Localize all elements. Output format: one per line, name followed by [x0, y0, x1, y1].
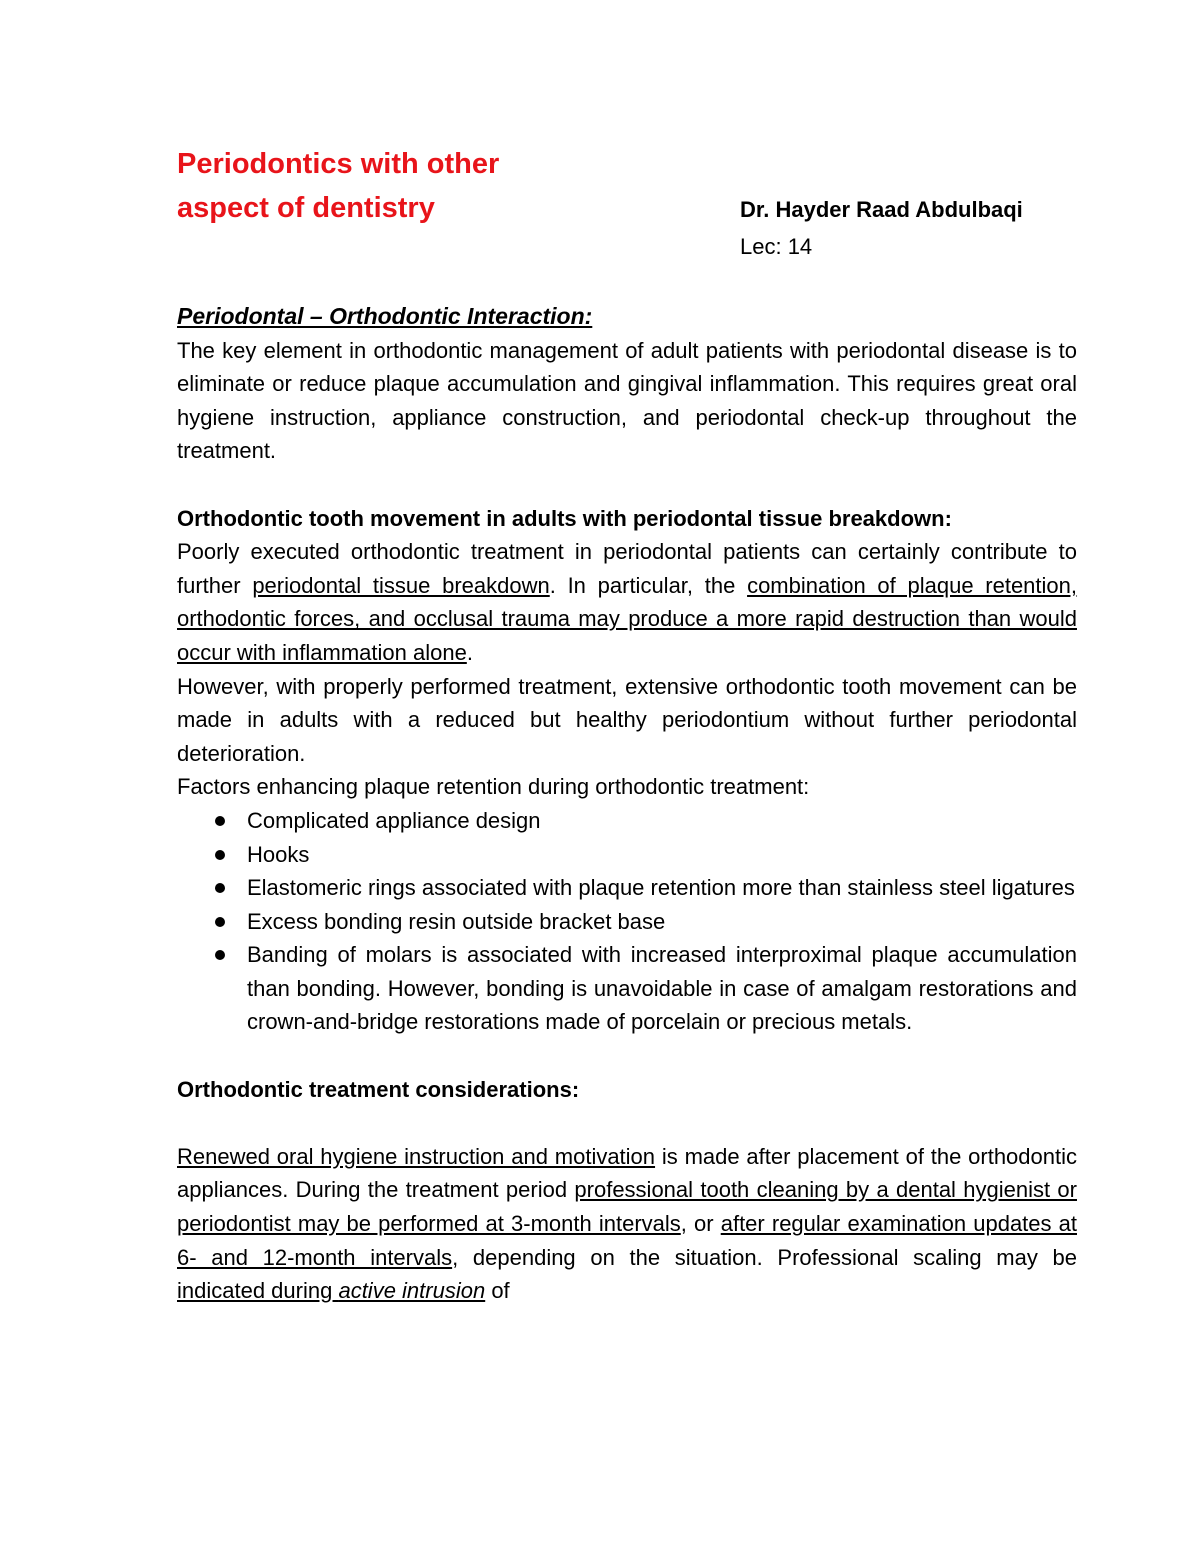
section-heading-tooth-movement: Orthodontic tooth movement in adults with periodontal tissue breakdown: [177, 505, 952, 531]
document-title-line-1: Periodontics with other [177, 148, 500, 180]
text-run: of [485, 1278, 510, 1304]
paragraph-poorly-executed [177, 535, 1077, 669]
list-item-text: Complicated appliance design [247, 807, 541, 833]
text-run: Poorly executed orthodontic treatment in periodontal patients can certainly contribute to further [177, 539, 1077, 598]
document-body [177, 300, 1077, 1308]
factors-intro: Factors enhancing plaque retention during orthodontic treatment: [177, 774, 810, 800]
text-run: indicated during [177, 1278, 339, 1304]
italic-text: active intrusion [338, 1278, 486, 1304]
author-name: Dr. Hayder Raad Abdulbaqi [740, 197, 1023, 222]
list-item-text: Elastomeric rings associated with plaque retention more than stainless steel ligatures [247, 875, 1075, 901]
list-item [177, 871, 1077, 905]
bullet-icon [215, 917, 225, 927]
bullet-icon [215, 950, 225, 960]
section-heading-treatment-considerations: Orthodontic treatment considerations: [177, 1076, 580, 1102]
text-run: is made after placement of the orthodontic appliances. During the treatment period [177, 1143, 1077, 1203]
underlined-text: periodontal tissue breakdown [252, 572, 550, 598]
text-run: , or [680, 1211, 721, 1237]
underlined-text: Renewed oral hygiene instruction and motivation [177, 1143, 656, 1169]
factors-list [177, 804, 1077, 1039]
list-item-text: Excess bonding resin outside bracket base [247, 908, 666, 934]
list-item [177, 905, 1077, 939]
list-item-text: Hooks [247, 841, 310, 867]
list-item-text: Banding of molars is associated with increased interproximal plaque accumulation than bonding. However, bonding is unavoidable in case of amalgam restorations and crown-and-bridge restorations made of porcelain or precious metals. [247, 942, 1077, 1035]
text-run: , depending on the situation. Professional scaling may be [452, 1244, 1078, 1270]
bullet-icon [215, 816, 225, 826]
paragraph-key-element: The key element in orthodontic management of adult patients with periodontal disease is to eliminate or reduce plaque accumulation and gingival inflammation. This requires great oral hygiene instruction, appliance construction, and periodontal check-up throughout the treatment. [177, 337, 1077, 464]
bullet-icon [215, 850, 225, 860]
text-run: . [466, 639, 473, 665]
paragraph-spacer [177, 1106, 1077, 1140]
text-run: . In particular, the [549, 572, 748, 598]
list-item [177, 838, 1077, 872]
lecture-number: Lec: 14 [740, 234, 813, 259]
section-heading-perio-ortho: Periodontal – Orthodontic Interaction: [177, 303, 593, 329]
paragraph-spacer [177, 1039, 1077, 1073]
paragraph-properly-performed: However, with properly performed treatment, extensive orthodontic tooth movement can be made in adults with a reduced but healthy periodontium without further periodontal deterioration. [177, 673, 1077, 766]
underlined-text: combination of plaque retention, orthodontic forces, and occlusal trauma may produce a more rapid destruction than would occur with inflammation alone [177, 572, 1078, 665]
underlined-text [177, 1278, 485, 1303]
underlined-text: after regular examination updates at 6- and 12-month intervals [177, 1211, 1077, 1270]
document-title-line-2: aspect of dentistry [177, 192, 435, 224]
underlined-text: professional tooth cleaning by a dental hygienist or periodontist may be performed at 3-month intervals [177, 1177, 1077, 1237]
list-item [177, 804, 1077, 838]
paragraph-renewed-hygiene [177, 1140, 1077, 1308]
paragraph-spacer [177, 468, 1077, 502]
list-item [177, 938, 1077, 1039]
bullet-icon [215, 883, 225, 893]
